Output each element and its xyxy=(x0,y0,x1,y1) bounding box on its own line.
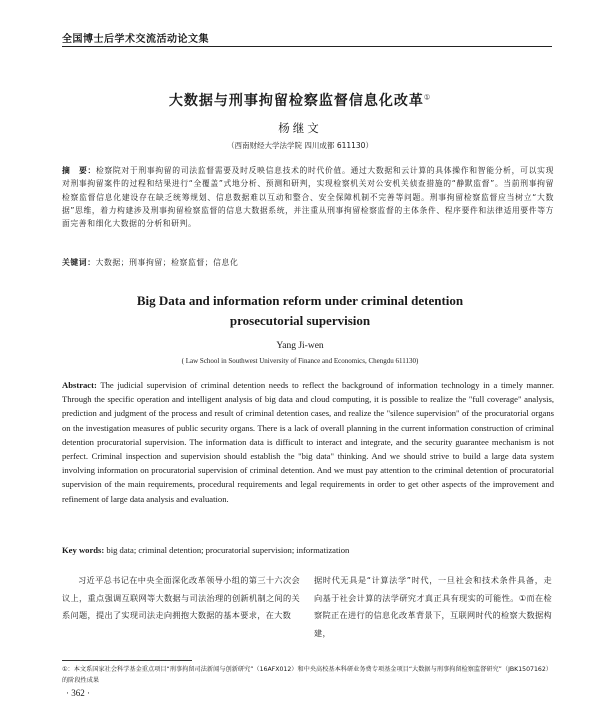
title-zh-footnote-mark: ① xyxy=(423,93,432,102)
abstract-en-label: Abstract: xyxy=(62,380,97,390)
keywords-zh-label: 关键词： xyxy=(62,258,96,267)
abstract-en xyxy=(62,378,554,506)
title-zh xyxy=(60,90,540,110)
abstract-en-text: The judicial supervision of criminal detention needs to reflect the background of information technology in a timely manner. Through the specific operation and intelligent analysis of big data and cloud computing, it is possible to realize the "full coverage" analysis, prediction and judgment of the process and result of criminal detention cases, and realize the "silence supervision" of the procuratorial organs on the investigation measures of public security organs. There is a lack of overall planning in the current information construction of criminal detention procuratorial supervision. The information data is difficult to interact and integrate, and the security guarantee mechanism is not perfect. Criminal inspection and supervision should establish the "big data" thinking. And we should strive to build a large data system involving information on procuratorial supervision of criminal detention. And we must pay attention to the criminal detention of procuratorial supervision of the main requirements, procedural requirements and legal requirements in order to get other aspects of the improvement and refinement of large data analysis and evaluation. xyxy=(62,380,554,504)
header-rule xyxy=(62,46,552,47)
affiliation-en: ( Law School in Southwest University of Finance and Economics, Chengdu 611130) xyxy=(181,357,419,365)
title-en-line2: prosecutorial supervision xyxy=(229,313,371,328)
keywords-zh-text: 大数据；刑事拘留；检察监督；信息化 xyxy=(95,258,239,267)
body-column-left: 习近平总书记在中央全面深化改革领导小组的第三十六次会议上，重点强调互联网等大数据与司法治理的创新机制之间的关系问题，提出了实现司法走向拥抱大数据的基本要求，在大数 xyxy=(62,575,300,620)
affiliation-zh: （西南财经大学法学院 四川成都 611130） xyxy=(227,141,373,150)
body-column-right: 据时代无具是“计算法学”时代，一旦社会和技术条件具备，走向基于社会计算的法学研究才真正具有现实的可能性。①而在检察院正在进行的信息化改革背景下，互联网时代的检察大数据构建， xyxy=(314,575,552,638)
abstract-zh-text: 检察院对于刑事拘留的司法监督需要及时反映信息技术的时代价值。通过大数据和云计算的具体操作和智能分析，可以实现对刑事拘留案件的过程和结果进行“全覆盖”式地分析、预测和研判，实现检察机关对公安机关侦查措施的“静默监督”。当前刑事拘留检察监督信息化建设存在缺乏统筹规划、信息数据难以互动和整合、安全保障机制不完善等问题。刑事拘留检察监督应当树立“大数据”思维，着力构建涉及刑事拘留检察监督的信息大数据系统，并注重从刑事拘留检察监督的主体条件、程序要件和法律适用要件等方面完善和细化大数据的分析和研判。 xyxy=(62,166,554,229)
footnote-rule xyxy=(62,660,192,661)
title-en xyxy=(60,291,540,331)
keywords-en-text: big data; criminal detention; procuratorial supervision; informatization xyxy=(106,545,350,555)
footnote: ①：本文系国家社会科学基金重点项目“刑事拘留司法新闻与创新研究”（16AFX012）和中央高校基本科研业务费专项基金项目“大数据与刑事拘留检察监督研究”（JBK1507162）的阶段性成果 xyxy=(62,666,552,684)
title-en-line1: Big Data and information reform under criminal detention xyxy=(136,293,464,308)
keywords-zh xyxy=(62,257,554,268)
keywords-en xyxy=(62,545,554,555)
title-zh-text: 大数据与刑事拘留检察监督信息化改革 xyxy=(168,93,424,109)
author-en: Yang Ji-wen xyxy=(276,341,324,351)
author-zh: 杨继文 xyxy=(278,121,322,135)
keywords-en-label: Key words: xyxy=(62,545,105,555)
abstract-zh xyxy=(62,164,554,230)
page-number: · 362 · xyxy=(66,688,90,698)
running-header: 全国博士后学术交流活动论文集 xyxy=(62,34,209,45)
abstract-zh-label: 摘 要： xyxy=(62,166,96,175)
